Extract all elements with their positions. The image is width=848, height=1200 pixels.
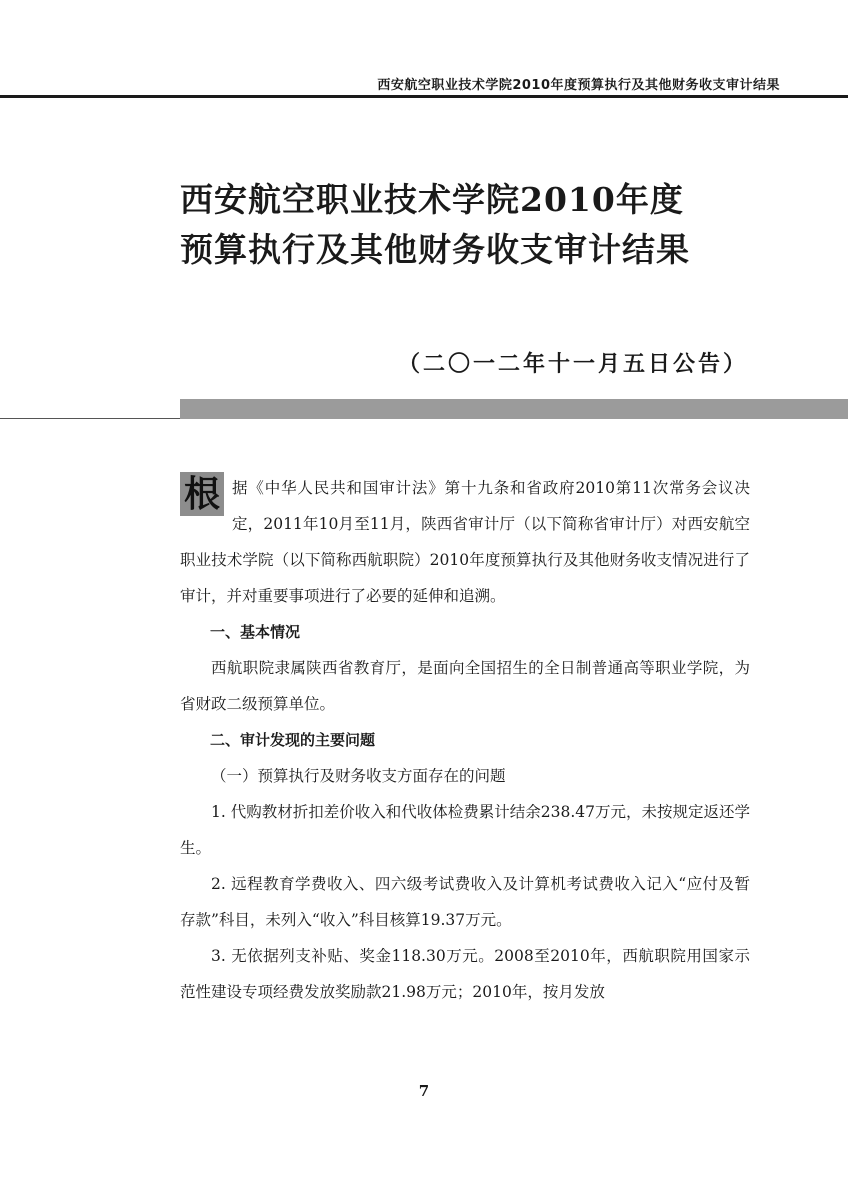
running-header [0,72,848,100]
page-number: 7 [418,1082,430,1100]
intro-text: 据《中华人民共和国审计法》第十九条和省政府2010第11次常务会议决定，2011年10月至11月，陕西省审计厅（以下简称省审计厅）对西安航空职业技术学院（以下简称西航职院）2010年度预算执行及其他财务收支情况进行了审计，并对重要事项进行了必要的延伸和追溯。 [180,479,750,605]
thin-divider-rule [0,418,180,419]
publication-date: （二〇一二年十一月五日公告） [397,352,748,377]
item-1: 1. 代购教材折扣差价收入和代收体检费累计结余238.47万元，未按规定返还学生。 [180,803,750,857]
subsection1-heading: （一）预算执行及财务收支方面存在的问题 [211,767,506,785]
running-header-title: 西安航空职业技术学院2010年度预算执行及其他财务收支审计结果 [377,78,780,93]
title-line-1: 西安航空职业技术学院2010年度 [180,180,684,219]
intro-paragraph [180,470,750,614]
gray-divider-band [180,399,848,419]
dropcap: 根 [180,472,224,516]
title-line-2: 预算执行及其他财务收支审计结果 [180,230,690,269]
body-text [180,470,750,1010]
document-title [180,175,690,275]
item-2: 2. 远程教育学费收入、四六级考试费收入及计算机考试费收入记入“应付及暂存款”科目，未列入“收入”科目核算19.37万元。 [180,875,750,929]
header-rule [0,95,848,98]
section1-heading: 一、基本情况 [210,623,301,641]
section2-heading: 二、审计发现的主要问题 [210,731,376,749]
section1-paragraph: 西航职院隶属陕西省教育厅，是面向全国招生的全日制普通高等职业学院，为省财政二级预算单位。 [180,659,750,713]
item-3: 3. 无依据列支补贴、奖金118.30万元。2008至2010年，西航职院用国家示范性建设专项经费发放奖励款21.98万元；2010年，按月发放 [180,947,750,1001]
